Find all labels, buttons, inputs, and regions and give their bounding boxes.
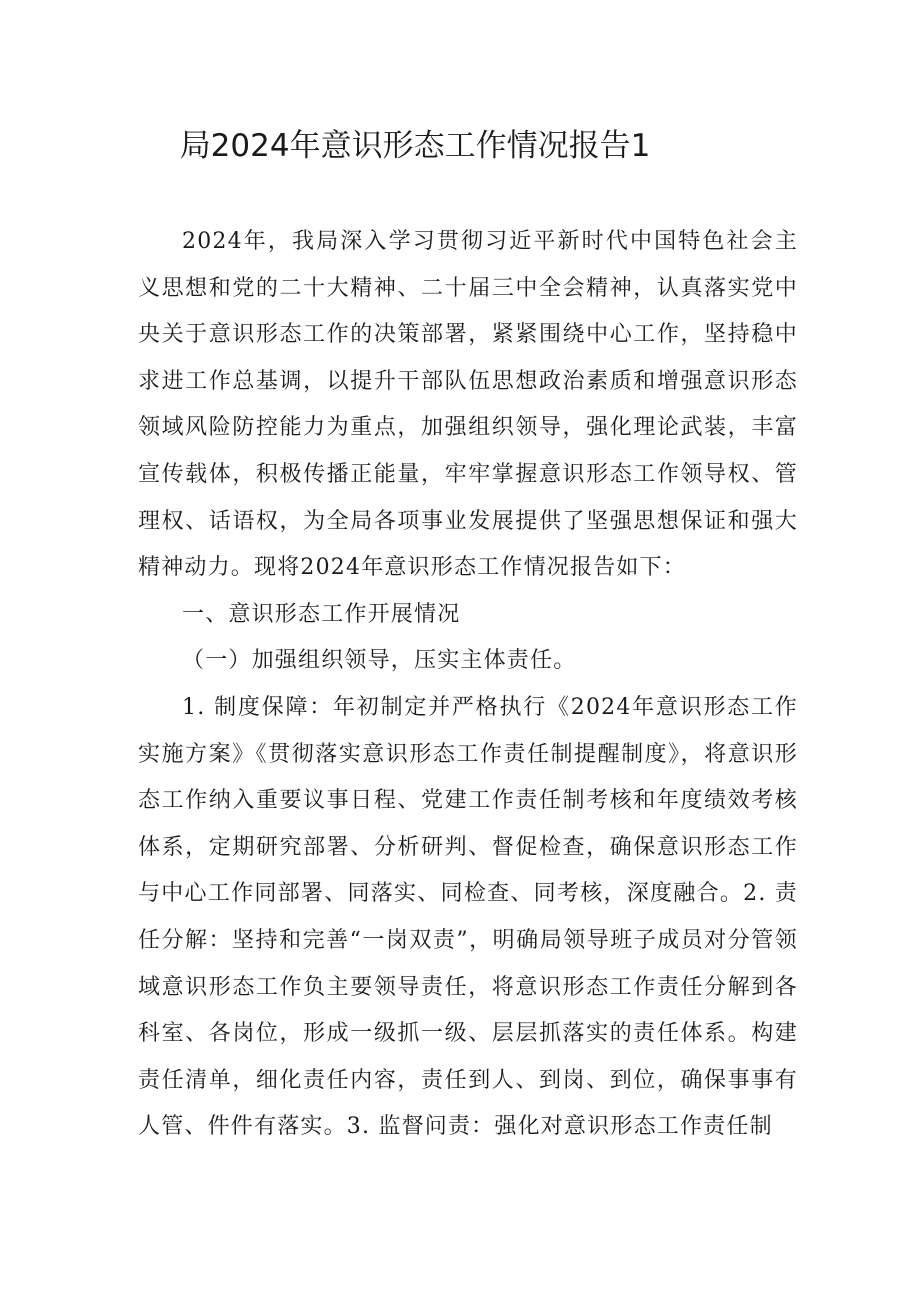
body-paragraph-1: 1. 制度保障：年初制定并严格执行《2024年意识形态工作实施方案》《贯彻落实意识形态工作责任制提醒制度》，将意识形态工作纳入重要议事日程、党建工作责任制考核和年度绩效考核体系，定期研究部署、分析研判、督促检查，确保意识形态工作与中心工作同部署、同落实、同检查、同考核，深度融合。2. 责任分解：坚持和完善“一岗双责”，明确局领导班子成员对分管领域意识形态工作负主要领导责任，将意识形态工作责任分解到各科室、各岗位，形成一级抓一级、层层抓落实的责任体系。构建责任清单，细化责任内容，责任到人、到岗、到位，确保事事有人管、件件有落实。3. 监督问责：强化对意识形态工作责任制 <box>138 694 798 1140</box>
document-body <box>138 219 798 1151</box>
subsection-heading-1: （一）加强组织领导，压实主体责任。 <box>182 648 577 674</box>
document-title: 局2024年意识形态工作情况报告1 <box>179 128 651 164</box>
section-heading-1: 一、意识形态工作开展情况 <box>182 601 461 627</box>
intro-paragraph: 2024年，我局深入学习贯彻习近平新时代中国特色社会主义思想和党的二十大精神、二十届三中全会精神，认真落实党中央关于意识形态工作的决策部署，紧紧围绕中心工作，坚持稳中求进工作总基调，以提升干部队伍思想政治素质和增强意识形态领域风险防控能力为重点，加强组织领导，强化理论武装，丰富宣传载体，积极传播正能量，牢牢掌握意识形态工作领导权、管理权、话语权，为全局各项事业发展提供了坚强思想保证和强大精神动力。现将2024年意识形态工作情况报告如下： <box>138 229 798 581</box>
